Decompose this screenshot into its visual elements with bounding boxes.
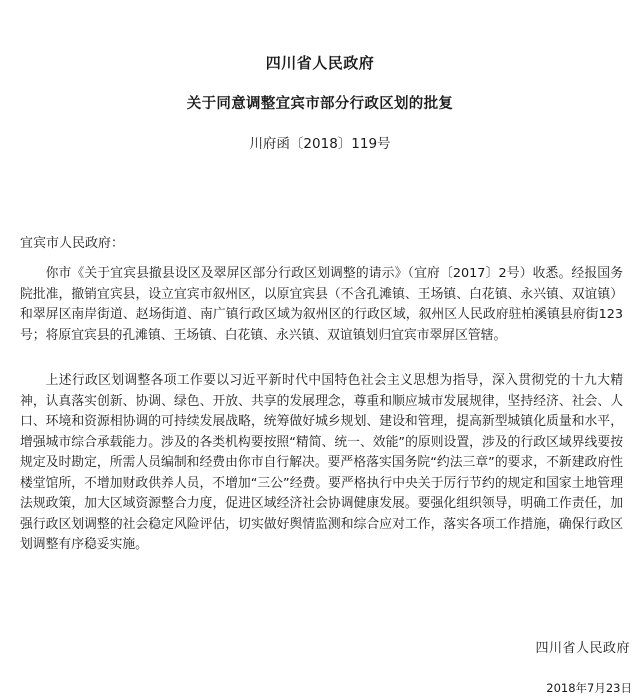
issuer-heading: 四川省人民政府 <box>265 54 375 72</box>
salutation: 宜宾市人民政府： <box>20 236 125 251</box>
document-number: 川府函〔2018〕119号 <box>249 136 391 152</box>
document-title: 关于同意调整宜宾市部分行政区划的批复 <box>186 96 454 112</box>
body-paragraph-2: 上述行政区划调整各项工作要以习近平新时代中国特色社会主义思想为指导，深入贯彻党的十九大精神，认真落实创新、协调、绿色、开放、共享的发展理念，尊重和顺应城市发展规律，坚持经济、社会、人口、环境和资源相协调的可持续发展战略，统筹做好城乡规划、建设和管理，提高新型城镇化质量和水平，增强城市综合承载能力。涉及的各类机构要按照“精简、统一、效能”的原则设置，涉及的行政区域界线要按规定及时勘定，所需人员编制和经费由你市自行解决。要严格落实国务院“约法三章”的要求，不新建政府性楼堂馆所，不增加财政供养人员，不增加“三公”经费。要严格执行中央关于厉行节约的规定和国家土地管理法规政策，加大区域资源整合力度，促进区域经济社会协调健康发展。要强化组织领导，明确工作责任，加强行政区划调整的社会稳定风险评估，切实做好舆情监测和综合应对工作，落实各项工作措施，确保行政区划调整有序稳妥实施。 <box>20 373 623 552</box>
signature: 四川省人民政府 <box>535 641 630 656</box>
issue-date: 2018年7月23日 <box>546 681 632 695</box>
body-paragraph-1: 你市《关于宜宾县撤县设区及翠屏区部分行政区划调整的请示》（宜府〔2017〕2号）收悉。经报国务院批准，撤销宜宾县，设立宜宾市叙州区，以原宜宾县（不含孔滩镇、王场镇、白花镇、永兴镇、双谊镇）和翠屏区南岸街道、赵场街道、南广镇行政区域为叙州区的行政区域，叙州区人民政府驻柏溪镇县府街123号；将原宜宾县的孔滩镇、王场镇、白花镇、永兴镇、双谊镇划归宜宾市翠屏区管辖。 <box>20 266 623 343</box>
